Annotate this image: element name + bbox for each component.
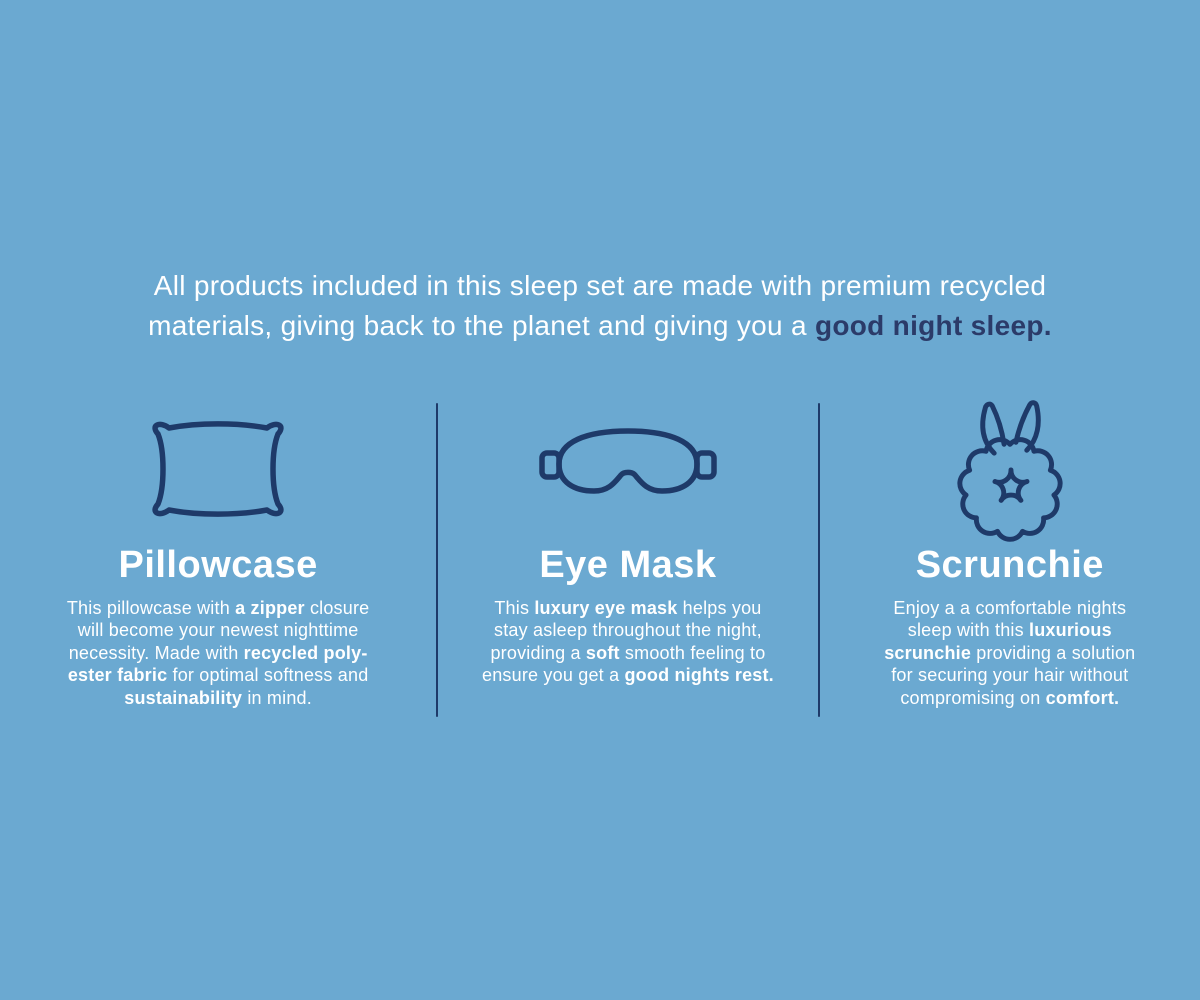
scrunchie-icon xyxy=(954,400,1066,545)
pillow-icon xyxy=(142,400,294,545)
column-title: Pillowcase xyxy=(118,544,318,586)
product-columns xyxy=(0,400,1200,717)
column-description: This luxury eye mask helps you stay asleep throughout the night, providing a soft smooth feeling to ensure you get a good nights rest. xyxy=(481,598,774,686)
column-description: This pillowcase with a zipper closure will become your newest nighttime necessity. Made with recycled poly- ester fabric for optimal softness and sustainability in mind. xyxy=(66,598,370,708)
column-eye-mask xyxy=(438,400,817,687)
eye-mask-icon xyxy=(538,400,718,545)
column-scrunchie xyxy=(820,400,1200,709)
column-pillowcase xyxy=(0,400,436,709)
section-headline: All products included in this sleep set are made with premium recycled materials, giving back to the planet and giving you a good night sleep. xyxy=(148,270,1052,341)
column-description: Enjoy a a comfortable nights sleep with this luxurious scrunchie providing a solution for securing your hair without compromising on comfort. xyxy=(884,598,1136,708)
column-title: Scrunchie xyxy=(915,544,1104,586)
column-title: Eye Mask xyxy=(539,544,717,586)
